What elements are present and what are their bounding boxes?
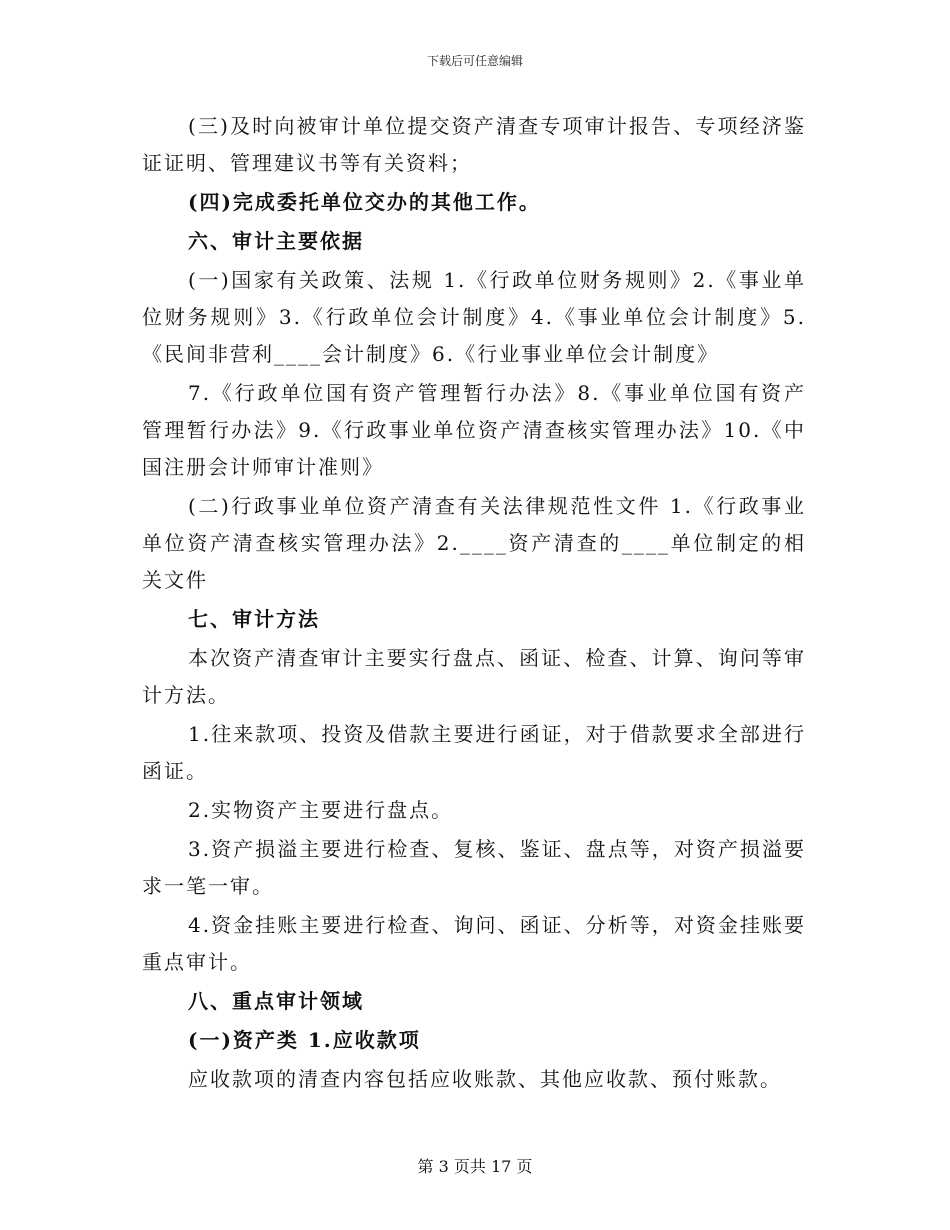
paragraph-method-4: 4.资金挂账主要进行检查、询问、函证、分析等，对资金挂账要重点审计。 xyxy=(142,913,806,974)
paragraph-method-1: 1.往来款项、投资及借款主要进行函证，对于借款要求全部进行函证。 xyxy=(142,722,806,783)
paragraph-legal-documents: (二)行政事业单位资产清查有关法律规范性文件 1.《行政事业单位资产清查核实管理办法》2.____资产清查的____单位制定的相关文件 xyxy=(142,494,806,592)
paragraph-receivables-content: 应收款项的清查内容包括应收账款、其他应收款、预付账款。 xyxy=(188,1067,782,1091)
paragraph-national-policies: (一)国家有关政策、法规 1.《行政单位财务规则》2.《事业单位财务规则》3.《行政单位会计制度》4.《事业单位会计制度》5.《民间非营利____会计制度》6.《行业事业单位会计制度》 xyxy=(142,268,806,366)
paragraph-regulations-list: 7.《行政单位国有资产管理暂行办法》8.《事业单位国有资产管理暂行办法》9.《行政事业单位资产清查核实管理办法》10.《中国注册会计师审计准则》 xyxy=(142,381,806,479)
subheading-assets-receivables: (一)资产类 1.应收款项 xyxy=(188,1028,421,1052)
paragraph-method-3: 3.资产损溢主要进行检查、复核、鉴证、盘点等，对资产损溢要求一笔一审。 xyxy=(142,837,806,898)
section-heading-key-areas: 八、重点审计领域 xyxy=(188,989,364,1013)
paragraph-method-2: 2.实物资产主要进行盘点。 xyxy=(188,798,454,822)
paragraph-other-work: (四)完成委托单位交办的其他工作。 xyxy=(188,190,541,214)
page-footer: 第 3 页共 17 页 xyxy=(417,1157,533,1176)
paragraph-submit-reports: (三)及时向被审计单位提交资产清查专项审计报告、专项经济鉴证证明、管理建议书等有关资料； xyxy=(142,114,806,175)
document-body xyxy=(142,108,806,1100)
section-heading-audit-methods: 七、审计方法 xyxy=(188,607,320,631)
paragraph-methods-intro: 本次资产清查审计主要实行盘点、函证、检查、计算、询问等审计方法。 xyxy=(142,646,806,707)
section-heading-audit-basis: 六、审计主要依据 xyxy=(188,229,364,253)
page-header: 下载后可任意编辑 xyxy=(426,54,523,68)
